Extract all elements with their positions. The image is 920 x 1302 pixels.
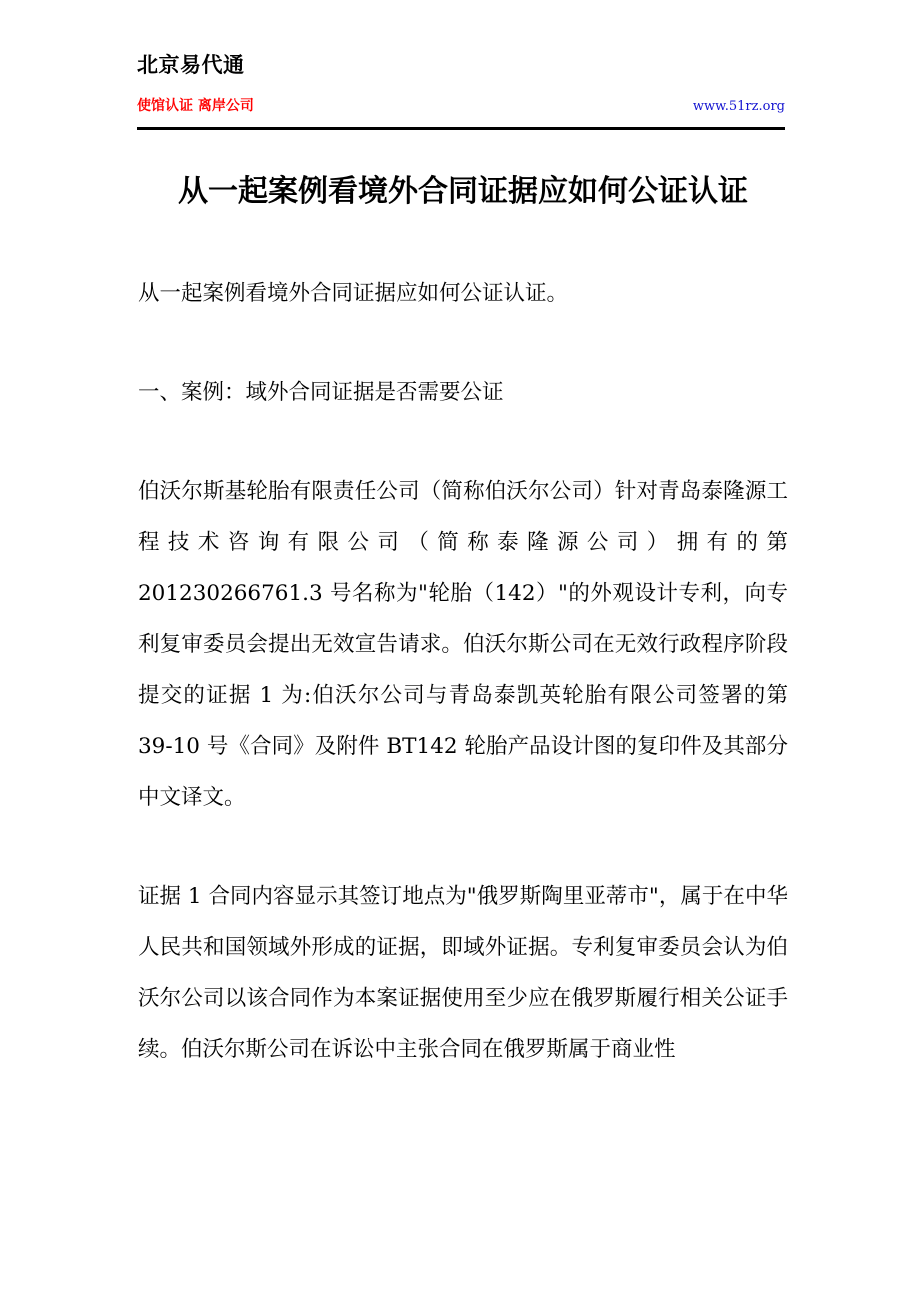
page-header [137, 50, 785, 122]
intro-paragraph: 从一起案例看境外合同证据应如何公证认证。 [138, 281, 569, 306]
title-spacer [138, 216, 788, 268]
evidence-analysis-paragraph: 证据 1 合同内容显示其签订地点为"俄罗斯陶里亚蒂市"，属于在中华人民共和国领域外形成的证据，即域外证据。专利复审委员会认为伯沃尔公司以该合同作为本案证据使用至少应在俄罗斯履行相关公证手续。伯沃尔斯公司在诉讼中主张合同在俄罗斯属于商业性 [138, 884, 788, 1062]
case-body-paragraph: 伯沃尔斯基轮胎有限责任公司（简称伯沃尔公司）针对青岛泰隆源工程技术咨询有限公司（简称泰隆源公司）拥有的第 201230266761.3 号名称为"轮胎（142）"的外观设计专利，向专利复审委员会提出无效宣告请求。伯沃尔斯公司在无效行政程序阶段提交的证据 1 为:伯沃尔公司与青岛泰凯英轮胎有限公司签署的第 39-10 号《合同》及附件 BT142 轮胎产品设计图的复印件及其部分中文译文。 [138, 479, 788, 810]
header-tagline: 使馆认证 离岸公司 [137, 98, 254, 114]
header-divider [137, 127, 785, 130]
page-title: 从一起案例看境外合同证据应如何公证认证 [178, 174, 748, 209]
paragraph-spacer-2 [138, 418, 788, 466]
brand-name: 北京易代通 [137, 53, 245, 77]
document-body [138, 168, 788, 1075]
paragraph-spacer-3 [138, 823, 788, 871]
paragraph-spacer-1 [138, 319, 788, 367]
header-info-row [137, 96, 785, 122]
header-site-url[interactable]: www.51rz.org [692, 99, 785, 114]
section-heading-one: 一、案例：域外合同证据是否需要公证 [138, 380, 504, 405]
